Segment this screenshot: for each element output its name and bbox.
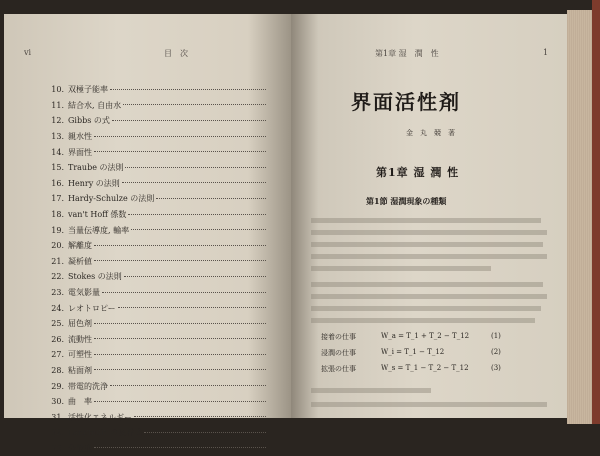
toc-entry [48, 191, 268, 207]
equation-label: 接着の仕事 [321, 333, 356, 341]
toc-entry-number: 19. [51, 225, 64, 235]
toc-entry [48, 316, 268, 332]
toc-entry [48, 285, 268, 301]
toc-entry-number: 30. [51, 397, 64, 407]
toc-entry-title: 曲 率 [68, 397, 92, 407]
toc-entry-number: 27. [51, 350, 64, 360]
toc-entry-title: Langmuir の吸着式 [68, 428, 143, 438]
left-page [4, 14, 291, 453]
text-line [311, 388, 431, 393]
leader-dots [125, 166, 266, 168]
book-title: 界面活性剤 [351, 90, 461, 114]
toc-entry-number: 18. [51, 210, 64, 220]
toc-entry [48, 441, 268, 456]
toc-entry-title: 電気影量 [68, 288, 100, 298]
section-heading: 第1節 湿潤現象の種類 [366, 196, 447, 206]
leader-dots [118, 306, 266, 308]
toc-entry-title: Gibbs の式 [68, 116, 110, 126]
leader-dots [156, 197, 266, 199]
toc-entry-number: 24. [51, 303, 64, 313]
toc-entry [48, 222, 268, 238]
chapter-heading: 第1章 湿 潤 性 [376, 166, 460, 179]
equation-num: (3) [491, 364, 501, 372]
toc-entry [48, 98, 268, 114]
leader-dots [94, 259, 266, 261]
leader-dots [134, 415, 266, 417]
toc-entry-number: 28. [51, 365, 64, 375]
toc-entry-number: 16. [51, 178, 64, 188]
toc-entry-title: Traube の法則 [68, 163, 124, 173]
text-line [311, 254, 547, 259]
toc-entry [48, 82, 268, 98]
equation-formula: W_s = T_1 − T_2 − T_12 [381, 364, 469, 372]
equation-label: 拡張の仕事 [321, 365, 356, 373]
text-line [311, 294, 547, 299]
toc-entry-number: 29. [51, 381, 64, 391]
leader-dots [94, 150, 266, 152]
toc-entry-title: レオトロピー [68, 303, 116, 313]
toc-entry-number: 26. [51, 334, 64, 344]
toc-entry-title: 粘面剤 [68, 365, 92, 375]
toc-entry-title: Henry の法則 [68, 178, 120, 188]
toc-entry [48, 144, 268, 160]
toc-entry-title: 結合水, 自由水 [68, 100, 122, 110]
text-line [311, 306, 541, 311]
toc-entry [48, 363, 268, 379]
toc-entry-number: 21. [51, 256, 64, 266]
toc-entry-title: 可塑性 [68, 350, 92, 360]
toc-entry-title: 解離度 [68, 241, 92, 251]
leader-dots [112, 119, 266, 121]
leader-dots [144, 431, 266, 433]
leader-dots [128, 213, 266, 215]
toc-entry [48, 378, 268, 394]
page-number: vi [24, 48, 32, 57]
equation-num: (1) [491, 332, 501, 340]
toc-entry-number: 12. [51, 116, 64, 126]
toc-entry-title: 当量伝導度, 輸率 [68, 225, 130, 235]
toc-entry-number: 11. [51, 100, 64, 110]
text-line [311, 230, 547, 235]
text-line [311, 318, 535, 323]
book-cover-edge [592, 0, 600, 424]
toc-entry [48, 254, 268, 270]
text-line [311, 218, 541, 223]
toc-entry [48, 269, 268, 285]
toc-entry [48, 347, 268, 363]
toc-entry-title: 屈色剤 [68, 319, 92, 329]
leader-dots [94, 244, 266, 246]
toc-entry [48, 129, 268, 145]
toc-entry-number: 33. [51, 443, 64, 453]
text-line [311, 266, 491, 271]
toc-entry [48, 176, 268, 192]
toc-entry-number: 10. [51, 85, 64, 95]
toc-entry-number: 14. [51, 147, 64, 157]
toc-entry-number: 13. [51, 132, 64, 142]
toc-entry [48, 113, 268, 129]
leader-dots [94, 337, 266, 339]
toc-entry-title: van't Hoff 係数 [68, 210, 127, 220]
toc-entry [48, 332, 268, 348]
toc-entry [48, 238, 268, 254]
toc-entry [48, 394, 268, 410]
leader-dots [131, 228, 266, 230]
toc-entry-number: 31. [51, 412, 64, 422]
leader-dots [123, 103, 266, 105]
equation-formula: W_a = T_1 + T_2 − T_12 [381, 332, 470, 340]
toc-entry-title: 活性化エネルギー [68, 412, 132, 422]
toc-entry-title: 流動性 [68, 334, 92, 344]
toc-entry [48, 425, 268, 441]
leader-dots [94, 353, 266, 355]
text-line [311, 282, 543, 287]
toc-entry [48, 207, 268, 223]
toc-entry-number: 32. [51, 428, 64, 438]
text-line [311, 242, 543, 247]
running-head: 第1章 湿 潤 性 [375, 49, 439, 58]
toc-entry-title: 分散度 [68, 443, 92, 453]
equation-formula: W_i = T_1 − T_12 [381, 348, 445, 356]
toc-entry-title: 凝析値 [68, 256, 92, 266]
toc-entry-title: Hardy-Schulze の法則 [68, 194, 155, 204]
leader-dots [124, 275, 266, 277]
leader-dots [94, 446, 266, 448]
leader-dots [94, 135, 266, 137]
running-head: 目 次 [164, 49, 188, 58]
toc-entry [48, 300, 268, 316]
toc-entry-number: 20. [51, 241, 64, 251]
toc-entry-title: 帯電的洗浄 [68, 381, 108, 391]
equation-num: (2) [491, 348, 501, 356]
toc-entry-number: 23. [51, 288, 64, 298]
leader-dots [110, 88, 266, 90]
leader-dots [102, 291, 266, 293]
toc-entry [48, 409, 268, 425]
toc-entry [48, 160, 268, 176]
leader-dots [110, 384, 266, 386]
toc-entry-number: 22. [51, 272, 64, 282]
text-line [311, 402, 547, 407]
equation-label: 浸潤の仕事 [321, 349, 356, 357]
toc-entry-title: 双極子能率 [68, 85, 108, 95]
toc-entry-title: 親水性 [68, 132, 92, 142]
toc-entry-number: 25. [51, 319, 64, 329]
toc-entry-number: 17. [51, 194, 64, 204]
leader-dots [94, 322, 266, 324]
right-page [291, 14, 567, 418]
author: 金 丸 競 著 [406, 129, 455, 137]
leader-dots [94, 400, 266, 402]
toc-entry-title: Stokes の法則 [68, 272, 122, 282]
toc-entry-number: 15. [51, 163, 64, 173]
leader-dots [94, 368, 266, 370]
page-number: 1 [543, 48, 549, 57]
toc-list [48, 82, 268, 456]
toc-entry-title: 界面性 [68, 147, 92, 157]
leader-dots [122, 181, 266, 183]
